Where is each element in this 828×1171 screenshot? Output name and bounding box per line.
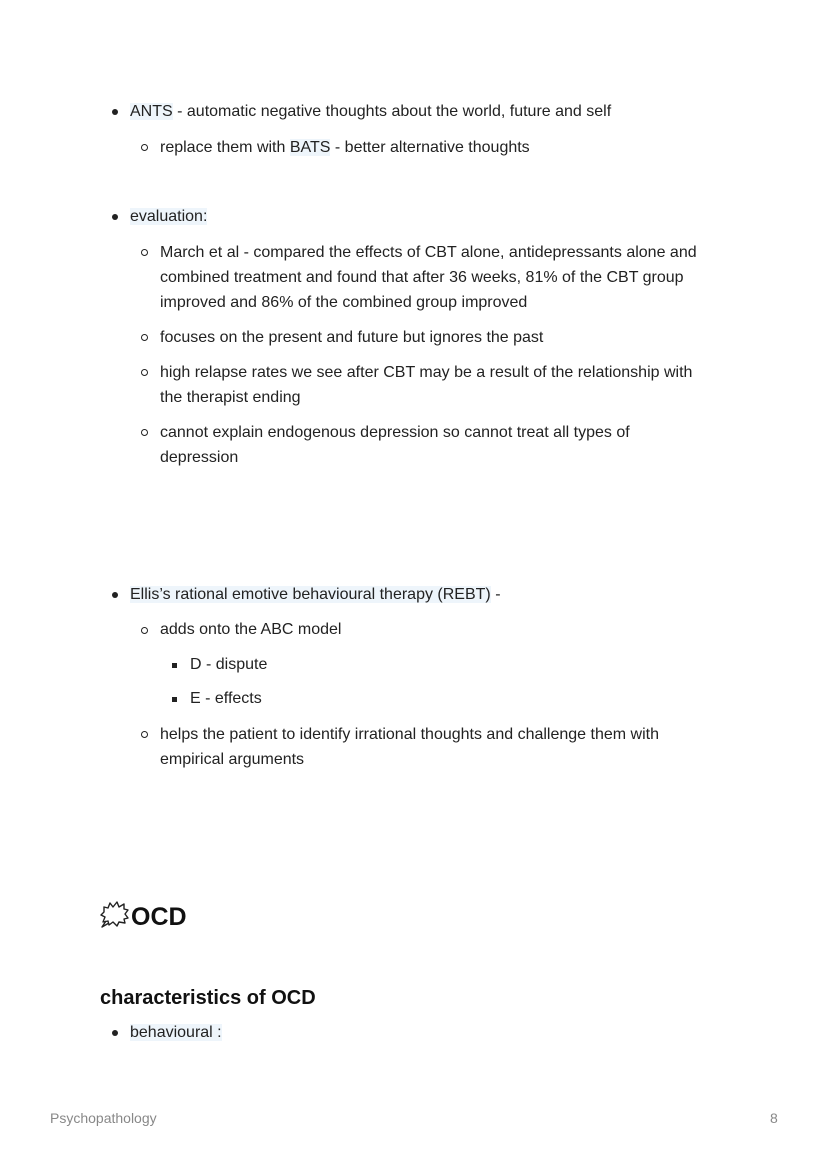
text-line: depression bbox=[160, 449, 239, 466]
text-line: improved and 86% of the combined group improved bbox=[160, 294, 528, 311]
term-ants: ANTS bbox=[130, 103, 173, 120]
bullet-disc bbox=[112, 109, 118, 115]
text-line: D - dispute bbox=[190, 656, 268, 673]
ocd-subheading: characteristics of OCD bbox=[100, 987, 316, 1009]
bullet-disc bbox=[112, 592, 118, 598]
bullet-circle bbox=[141, 627, 148, 634]
bullet-square bbox=[172, 697, 177, 702]
term-rebt: Ellis’s rational emotive behavioural therapy (REBT) bbox=[130, 586, 491, 603]
text-line: helps the patient to identify irrational thoughts and challenge them with bbox=[160, 726, 659, 743]
text-line: March et al - compared the effects of CBT alone, antidepressants alone and bbox=[160, 244, 697, 261]
footer-title: Psychopathology bbox=[50, 1110, 157, 1126]
rebt-item-irrational bbox=[160, 722, 659, 772]
text-line: E - effects bbox=[190, 690, 262, 707]
bullet-circle bbox=[141, 334, 148, 341]
rebt-subitem-dispute bbox=[190, 652, 267, 677]
bats-definition: - better alternative thoughts bbox=[330, 139, 530, 156]
speech-burst-icon bbox=[100, 900, 130, 930]
text-line: the therapist ending bbox=[160, 389, 301, 406]
text-line: focuses on the present and future but ignores the past bbox=[160, 329, 544, 346]
bullet-circle bbox=[141, 731, 148, 738]
evaluation-item-march bbox=[160, 240, 697, 315]
bullet-square bbox=[172, 663, 177, 668]
bats-prefix: replace them with bbox=[160, 139, 290, 156]
evaluation-label: evaluation: bbox=[130, 208, 208, 225]
evaluation-item-relapse bbox=[160, 360, 692, 410]
list-item-ants bbox=[130, 99, 611, 124]
list-item-behavioural bbox=[130, 1020, 222, 1045]
bullet-disc bbox=[112, 1030, 118, 1036]
text-line: high relapse rates we see after CBT may be a result of the relationship with bbox=[160, 364, 693, 381]
page-number: 8 bbox=[770, 1110, 778, 1126]
bullet-disc bbox=[112, 214, 118, 220]
text-line: cannot explain endogenous depression so cannot treat all types of bbox=[160, 424, 630, 441]
bullet-circle bbox=[141, 249, 148, 256]
ants-definition: - automatic negative thoughts about the world, future and self bbox=[172, 103, 612, 120]
ocd-title: OCD bbox=[131, 903, 187, 931]
text-line: adds onto the ABC model bbox=[160, 621, 342, 638]
ocd-heading bbox=[100, 900, 187, 932]
behavioural-label: behavioural : bbox=[130, 1024, 222, 1041]
evaluation-item-present bbox=[160, 325, 543, 350]
rebt-item-abc bbox=[160, 617, 341, 642]
text-line: combined treatment and found that after 36 weeks, 81% of the CBT group bbox=[160, 269, 684, 286]
rebt-dash: - bbox=[490, 586, 501, 603]
list-item-evaluation bbox=[130, 204, 207, 229]
list-item-rebt bbox=[130, 582, 501, 607]
bullet-circle bbox=[141, 369, 148, 376]
bullet-circle bbox=[141, 429, 148, 436]
term-bats: BATS bbox=[289, 139, 331, 156]
bullet-circle bbox=[141, 144, 148, 151]
text-line: empirical arguments bbox=[160, 751, 305, 768]
rebt-subitem-effects bbox=[190, 686, 262, 711]
list-item-bats bbox=[160, 135, 530, 160]
evaluation-item-endogenous bbox=[160, 420, 630, 470]
